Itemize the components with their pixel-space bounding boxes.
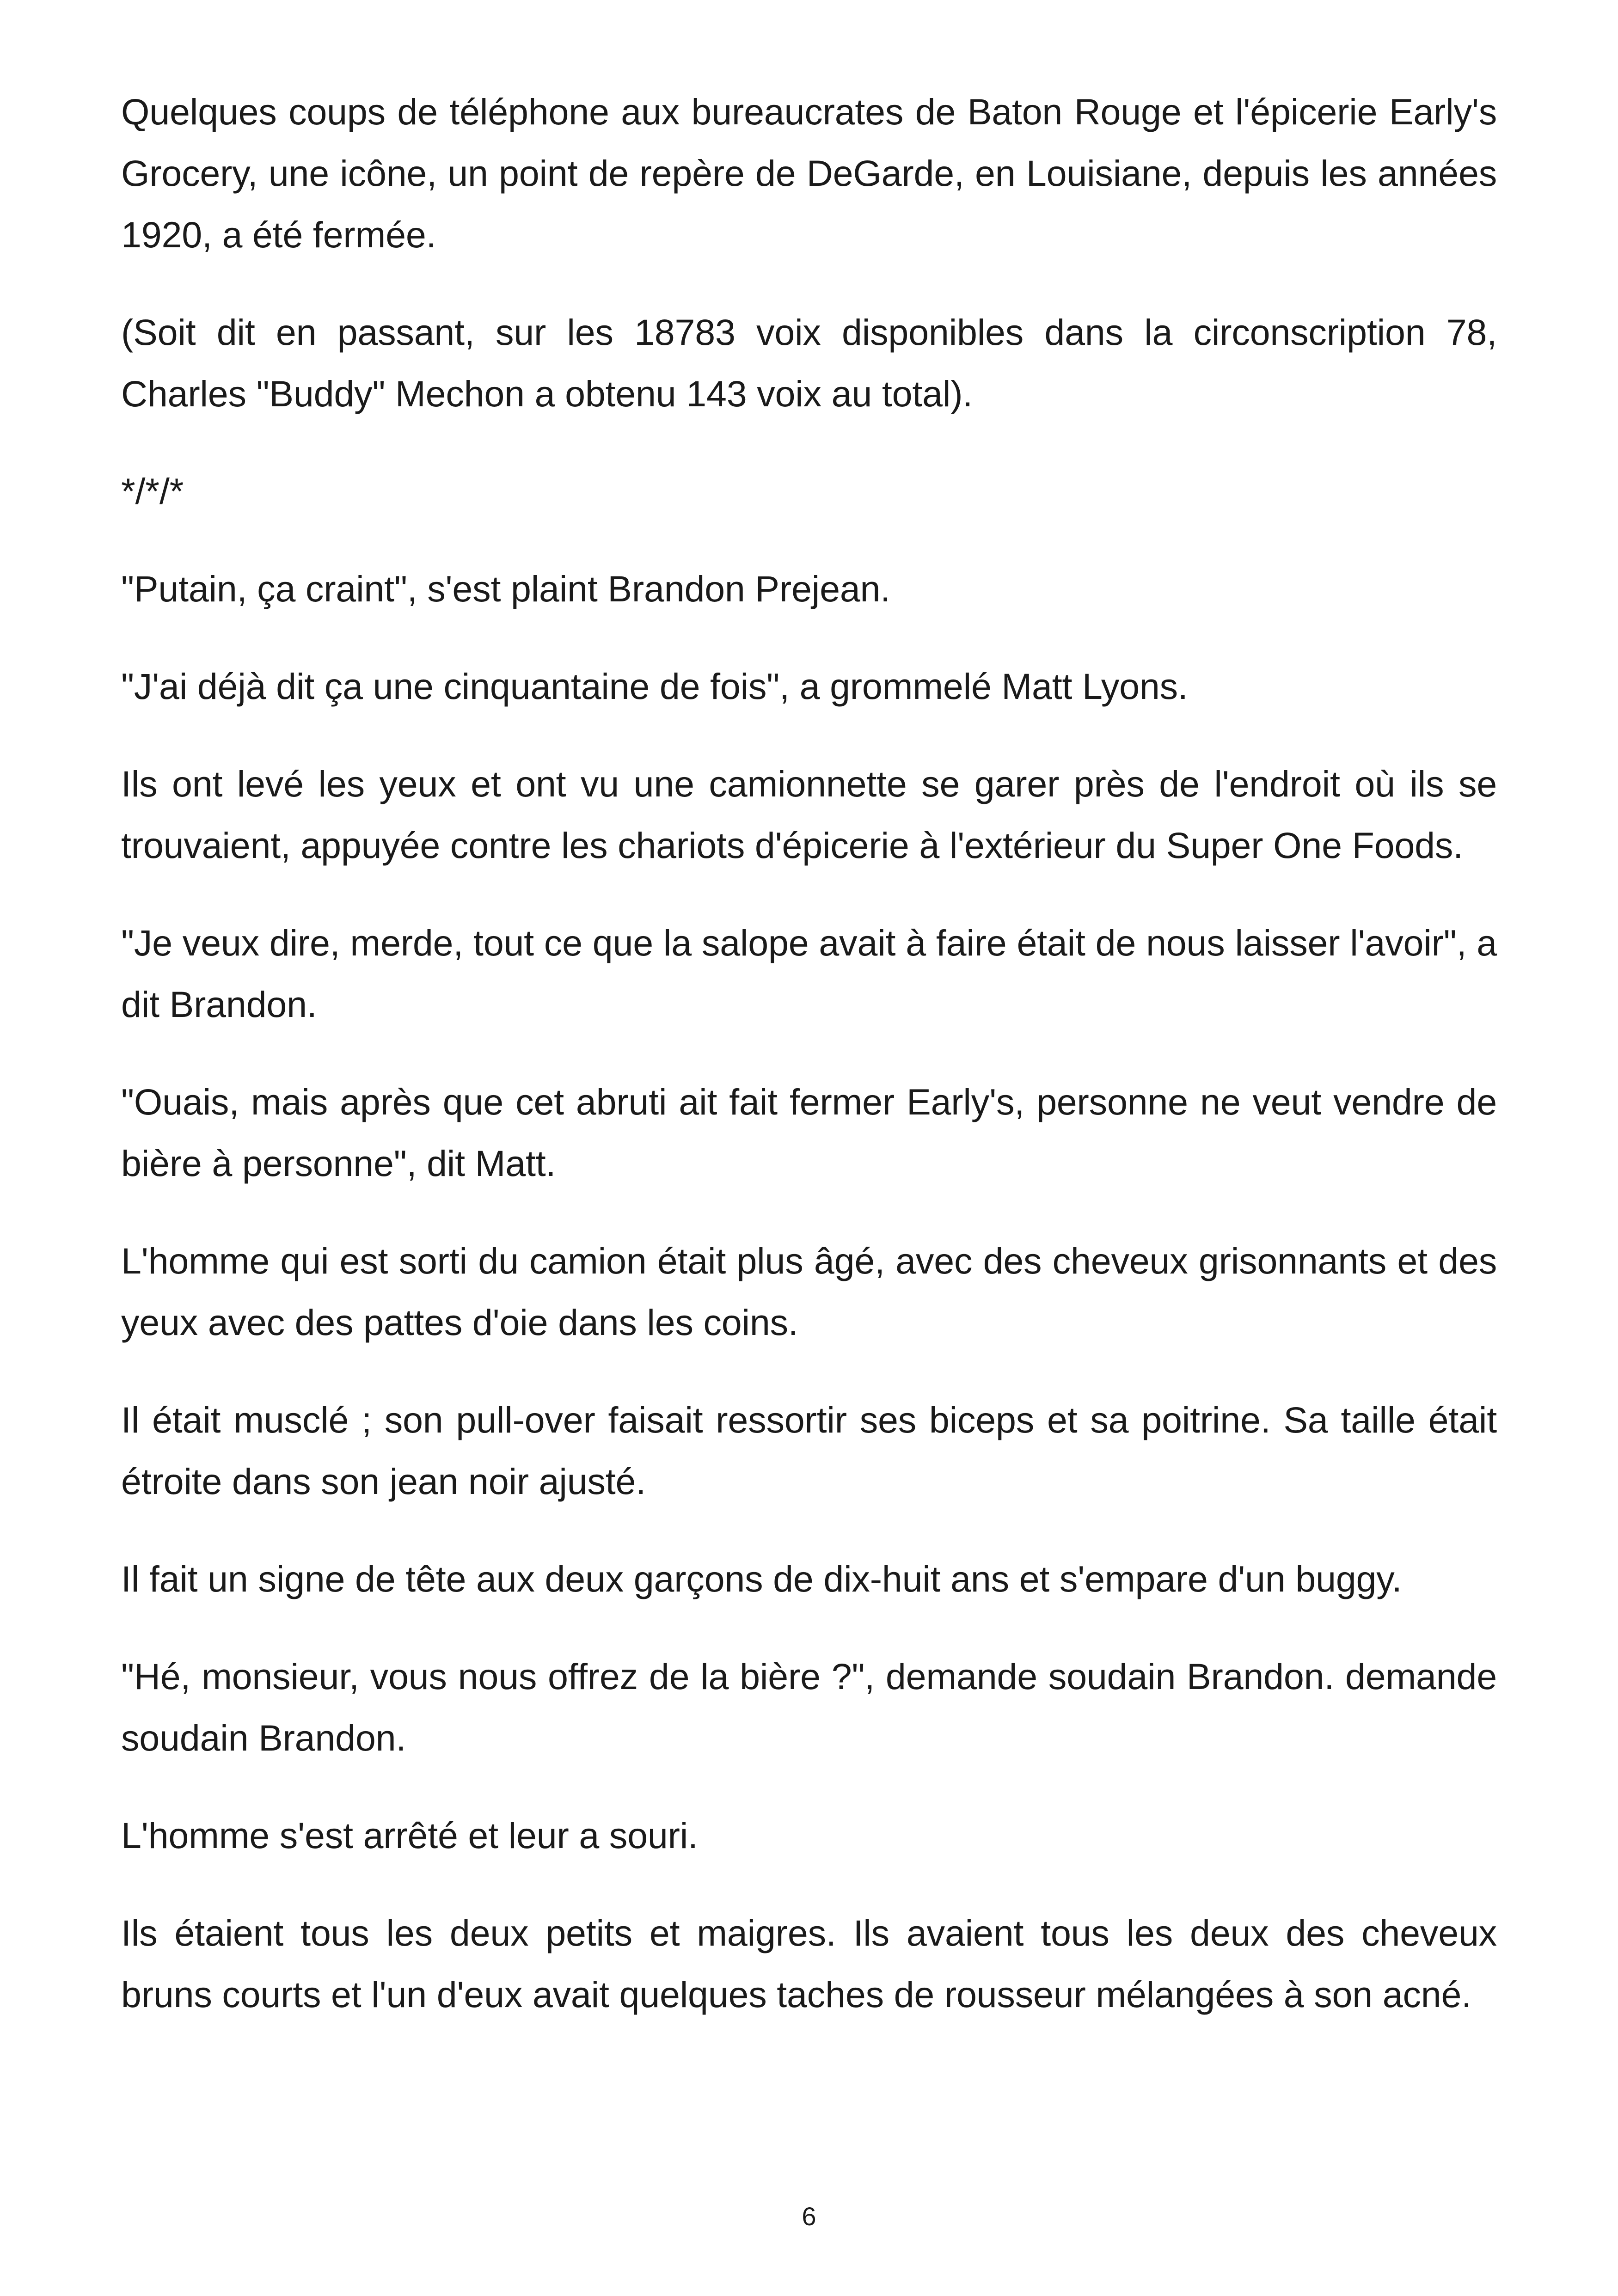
paragraph-dialogue: "Je veux dire, merde, tout ce que la salope avait à faire était de nous laisser l'avoir", a dit Brandon. <box>121 922 1497 1025</box>
paragraph-narration: L'homme qui est sorti du camion était plus âgé, avec des cheveux grisonnants et des yeux avec des pattes d'oie dans les coins. <box>121 1240 1497 1343</box>
paragraph-narration: Il était musclé ; son pull-over faisait ressortir ses biceps et sa poitrine. Sa taille était étroite dans son jean noir ajusté. <box>121 1399 1497 1502</box>
paragraph-dialogue: "J'ai déjà dit ça une cinquantaine de fois", a grommelé Matt Lyons. <box>121 666 1188 707</box>
paragraph-narration: Ils ont levé les yeux et ont vu une camionnette se garer près de l'endroit où ils se trouvaient, appuyée contre les chariots d'épicerie à l'extérieur du Super One Foods. <box>121 763 1497 866</box>
paragraph-narration: L'homme s'est arrêté et leur a souri. <box>121 1815 698 1856</box>
paragraph-narration: Ils étaient tous les deux petits et maigres. Ils avaient tous les deux des cheveux bruns courts et l'un d'eux avait quelques taches de rousseur mélangées à son acné. <box>121 1912 1497 2015</box>
body-text <box>121 81 1497 2061</box>
paragraph-dialogue: "Hé, monsieur, vous nous offrez de la bière ?", demande soudain Brandon. demande soudain Brandon. <box>121 1656 1497 1758</box>
paragraph-dialogue: "Ouais, mais après que cet abruti ait fait fermer Early's, personne ne veut vendre de bière à personne", dit Matt. <box>121 1081 1497 1184</box>
paragraph-aside: (Soit dit en passant, sur les 18783 voix disponibles dans la circonscription 78, Charles "Buddy" Mechon a obtenu 143 voix au total). <box>121 312 1497 414</box>
paragraph-narration: Il fait un signe de tête aux deux garçons de dix-huit ans et s'empare d'un buggy. <box>121 1558 1402 1599</box>
paragraph-dialogue: "Putain, ça craint", s'est plaint Brandon Prejean. <box>121 568 891 609</box>
section-separator: */*/* <box>121 471 184 512</box>
paragraph-intro: Quelques coups de téléphone aux bureaucrates de Baton Rouge et l'épicerie Early's Grocery, une icône, un point de repère de DeGarde, en Louisiane, depuis les années 1920, a été fermée. <box>121 91 1497 255</box>
page-number: 6 <box>802 2202 816 2231</box>
